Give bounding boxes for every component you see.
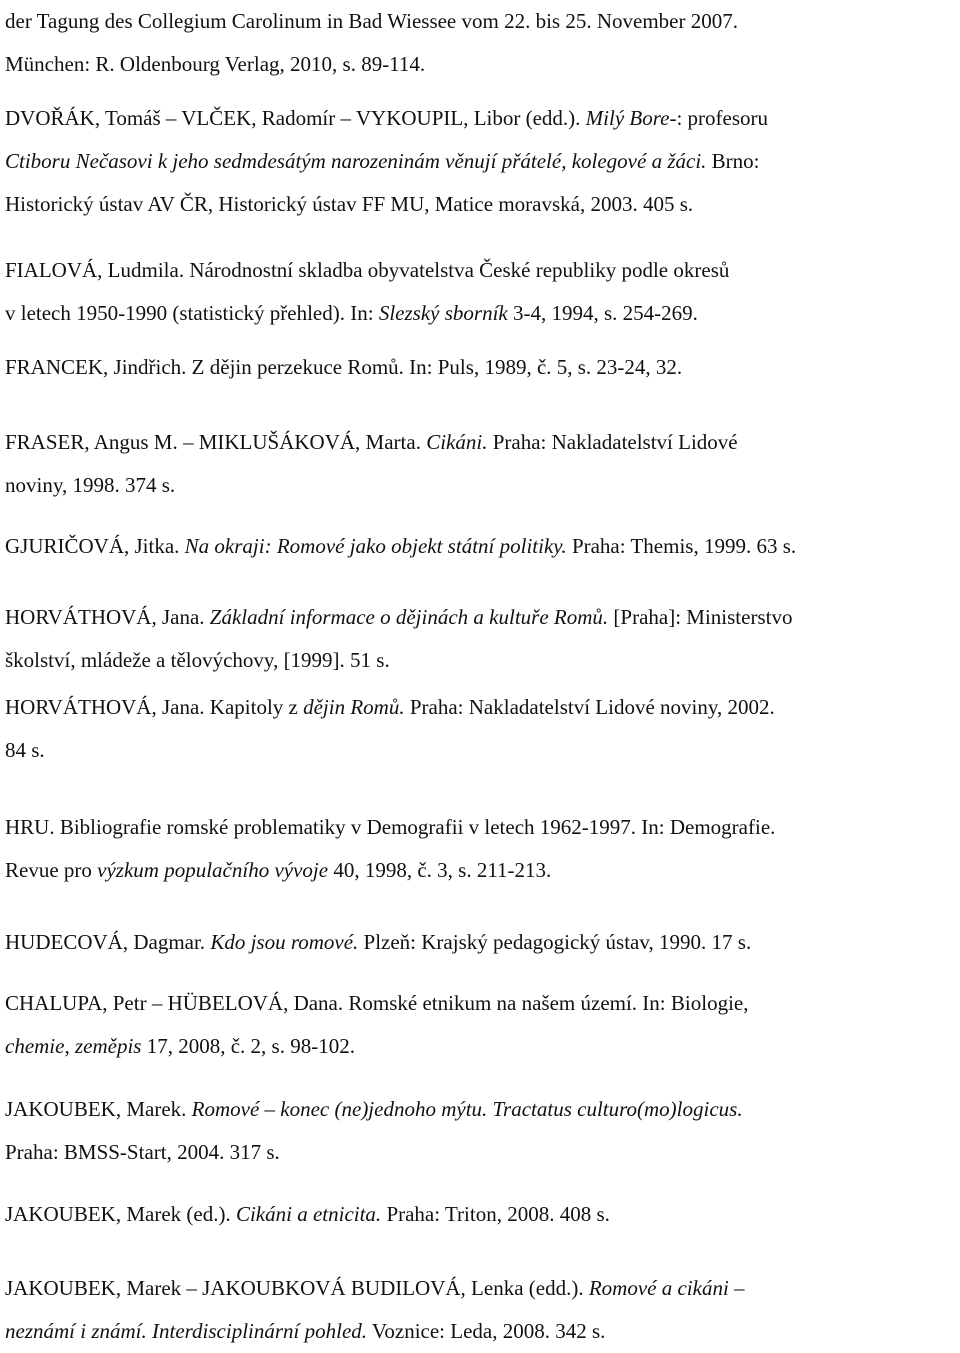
entry-line xyxy=(5,686,955,729)
text-segment: Praha: Triton, 2008. 408 s. xyxy=(381,1202,610,1226)
entry-line xyxy=(5,1267,955,1310)
text-segment: HRU. Bibliografie romské problematiky v Demografii v letech 1962-1997. In: Demografie. xyxy=(5,815,776,839)
text-segment: HORVÁTHOVÁ, Jana. Kapitoly z xyxy=(5,695,304,719)
text-segment: München: R. Oldenbourg Verlag, 2010, s. 89-114. xyxy=(5,52,426,76)
entry-line xyxy=(5,249,955,292)
text-segment: HUDECOVÁ, Dagmar. xyxy=(5,930,211,954)
bibliography-entry xyxy=(5,596,955,682)
entry-line xyxy=(5,806,955,849)
entry-line xyxy=(5,729,955,772)
entry-line xyxy=(5,596,955,639)
text-segment: [Praha]: Ministerstvo xyxy=(608,605,793,629)
bibliography-entry xyxy=(5,1088,955,1174)
text-segment: DVOŘÁK, Tomáš – VLČEK, Radomír – VYKOUPIL, Libor (edd.). xyxy=(5,106,586,130)
text-segment: Historický ústav AV ČR, Historický ústav FF MU, Matice moravská, 2003. 405 s. xyxy=(5,192,694,216)
text-segment: Revue pro xyxy=(5,858,98,882)
entry-line xyxy=(5,1088,955,1131)
entry-line xyxy=(5,140,955,183)
italic-text: Ctiboru Nečasovi k jeho sedmdesátým narozeninám věnují přátelé, kolegové a žáci. xyxy=(5,149,707,173)
entry-line xyxy=(5,1025,955,1068)
text-segment: 84 s. xyxy=(5,738,45,762)
entry-line xyxy=(5,346,955,389)
text-segment: GJURIČOVÁ, Jitka. xyxy=(5,534,185,558)
entry-line xyxy=(5,849,955,892)
bibliography-entry xyxy=(5,249,955,335)
italic-text: dějin Romů. xyxy=(303,695,405,719)
entry-line xyxy=(5,982,955,1025)
text-segment: JAKOUBEK, Marek (ed.). xyxy=(5,1202,236,1226)
italic-text: Romové a cikáni – xyxy=(588,1276,745,1300)
entry-line xyxy=(5,525,955,568)
entry-line xyxy=(5,183,955,226)
entry-line xyxy=(5,1131,955,1174)
entry-line xyxy=(5,1193,955,1236)
italic-text: chemie, zeměpis xyxy=(5,1034,142,1058)
text-segment: školství, mládeže a tělovýchovy, [1999]. 51 s. xyxy=(5,648,390,672)
text-segment: 3-4, 1994, s. 254-269. xyxy=(507,301,698,325)
entry-line xyxy=(5,1310,955,1353)
text-segment: JAKOUBEK, Marek – JAKOUBKOVÁ BUDILOVÁ, Lenka (edd.). xyxy=(5,1276,589,1300)
bibliography-entry xyxy=(5,686,955,772)
italic-text: Cikáni. xyxy=(426,430,488,454)
bibliography-entry xyxy=(5,806,955,892)
text-segment: CHALUPA, Petr – HÜBELOVÁ, Dana. Romské etnikum na našem území. In: Biologie, xyxy=(5,991,749,1015)
text-segment: JAKOUBEK, Marek. xyxy=(5,1097,192,1121)
text-segment: : profesoru xyxy=(676,106,769,130)
text-segment: noviny, 1998. 374 s. xyxy=(5,473,176,497)
entry-line xyxy=(5,421,955,464)
entry-line xyxy=(5,921,955,964)
text-segment: Plzeň: Krajský pedagogický ústav, 1990. 17 s. xyxy=(358,930,752,954)
bibliography-entry xyxy=(5,921,955,964)
bibliography-entry xyxy=(5,1193,955,1236)
italic-text: Milý Bore- xyxy=(585,106,677,130)
text-segment: FRANCEK, Jindřich. Z dějin perzekuce Romů. In: Puls, 1989, č. 5, s. 23-24, 32. xyxy=(5,355,683,379)
text-segment: Praha: Nakladatelství Lidové noviny, 2002. xyxy=(404,695,775,719)
bibliography-entry xyxy=(5,525,955,568)
italic-text: Kdo jsou romové. xyxy=(210,930,359,954)
text-segment: der Tagung des Collegium Carolinum in Bad Wiessee vom 22. bis 25. November 2007. xyxy=(5,9,738,33)
bibliography-entry xyxy=(5,0,955,86)
text-segment: v letech 1950-1990 (statistický přehled). In: xyxy=(5,301,379,325)
text-segment: Praha: Nakladatelství Lidové xyxy=(487,430,738,454)
text-segment: Praha: BMSS-Start, 2004. 317 s. xyxy=(5,1140,280,1164)
text-segment: Praha: Themis, 1999. 63 s. xyxy=(566,534,797,558)
text-segment: Brno: xyxy=(706,149,760,173)
text-segment: Voznice: Leda, 2008. 342 s. xyxy=(367,1319,606,1343)
bibliography-entry xyxy=(5,421,955,507)
entry-line xyxy=(5,464,955,507)
italic-text: Na okraji: Romové jako objekt státní politiky. xyxy=(184,534,567,558)
entry-line xyxy=(5,0,955,43)
entry-line xyxy=(5,292,955,335)
italic-text: Základní informace o dějinách a kultuře Romů. xyxy=(209,605,609,629)
entry-line xyxy=(5,639,955,682)
bibliography-entry xyxy=(5,1267,955,1353)
italic-text: neznámí i známí. Interdisciplinární pohled. xyxy=(5,1319,368,1343)
italic-text: Cikáni a etnicita. xyxy=(235,1202,382,1226)
bibliography-entry xyxy=(5,97,955,226)
bibliography-entry xyxy=(5,346,955,389)
text-segment: 40, 1998, č. 3, s. 211-213. xyxy=(328,858,552,882)
entry-line xyxy=(5,43,955,86)
entry-line xyxy=(5,97,955,140)
text-segment: FRASER, Angus M. – MIKLUŠÁKOVÁ, Marta. xyxy=(5,430,427,454)
text-segment: FIALOVÁ, Ludmila. Národnostní skladba obyvatelstva České republiky podle okresů xyxy=(5,258,730,282)
text-segment: HORVÁTHOVÁ, Jana. xyxy=(5,605,210,629)
italic-text: Romové – konec (ne)jednoho mýtu. Tractatus culturo(mo)logicus. xyxy=(191,1097,743,1121)
italic-text: Slezský sborník xyxy=(378,301,508,325)
text-segment: 17, 2008, č. 2, s. 98-102. xyxy=(141,1034,355,1058)
bibliography-entry xyxy=(5,982,955,1068)
italic-text: výzkum populačního vývoje xyxy=(97,858,329,882)
